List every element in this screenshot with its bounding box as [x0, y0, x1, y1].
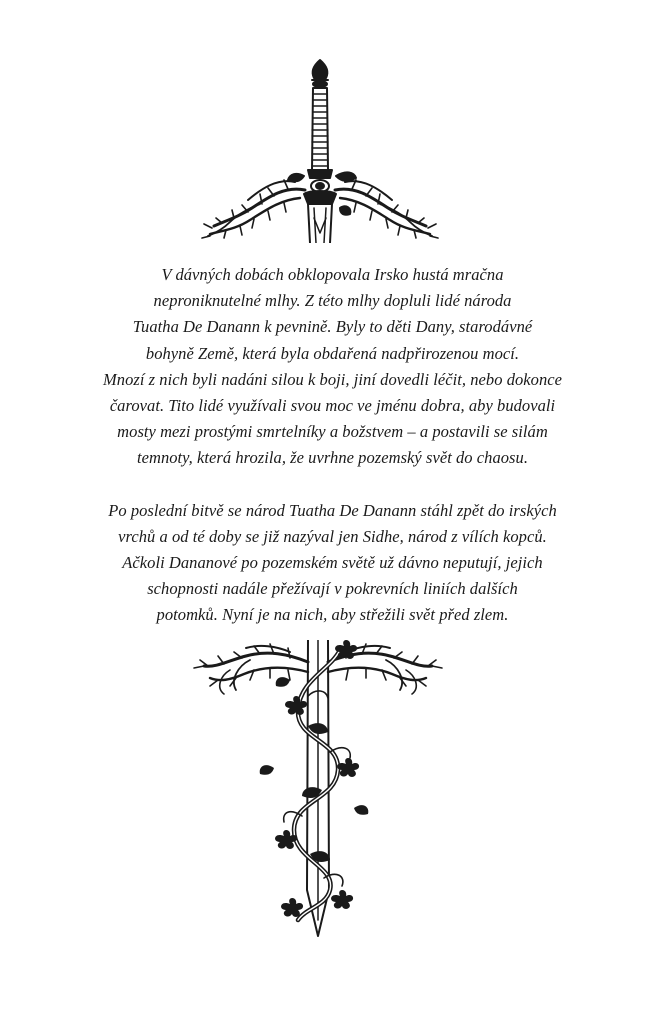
paragraph-2: [90, 498, 575, 629]
text-line: vrchů a od té doby se již nazýval jen Sidhe, národ z vílích kopců.: [118, 526, 547, 546]
sword-blade-with-vine-icon: [190, 640, 450, 940]
text-line: mosty mezi prostými smrtelníky a božstvem – a postavili se silám: [117, 422, 548, 442]
text-line: neproniknutelné mlhy. Z této mlhy dopluli lidé národa: [153, 291, 512, 311]
text-line: potomků. Nyní je na nich, aby střežili svět před zlem.: [156, 605, 509, 625]
paragraph-1: [90, 262, 575, 472]
intro-text: [90, 262, 575, 629]
text-line: schopnosti nadále přežívají v pokrevních liniích dalších: [147, 579, 518, 599]
text-line: Ačkoli Dananové po pozemském světě už dávno neputují, jejich: [122, 553, 543, 573]
sword-hilt-with-thorns-icon: [200, 58, 440, 243]
text-line: Po poslední bitvě se národ Tuatha De Danann stáhl zpět do irských: [108, 500, 557, 520]
text-line: čarovat. Tito lidé využívali svou moc ve jménu dobra, aby budovali: [109, 396, 556, 416]
text-line: bohyně Země, která byla obdařená nadpřirozenou mocí.: [145, 343, 520, 363]
text-line: Mnozí z nich byli nadáni silou k boji, jiní dovedli léčit, nebo dokonce: [102, 369, 563, 389]
text-line: temnoty, která hrozila, že uvrhne pozemský svět do chaosu.: [136, 448, 529, 468]
text-line: V dávných dobách obklopovala Irsko hustá mračna: [161, 265, 504, 284]
text-line: Tuatha De Danann k pevnině. Byly to děti Dany, starodávné: [132, 317, 533, 337]
